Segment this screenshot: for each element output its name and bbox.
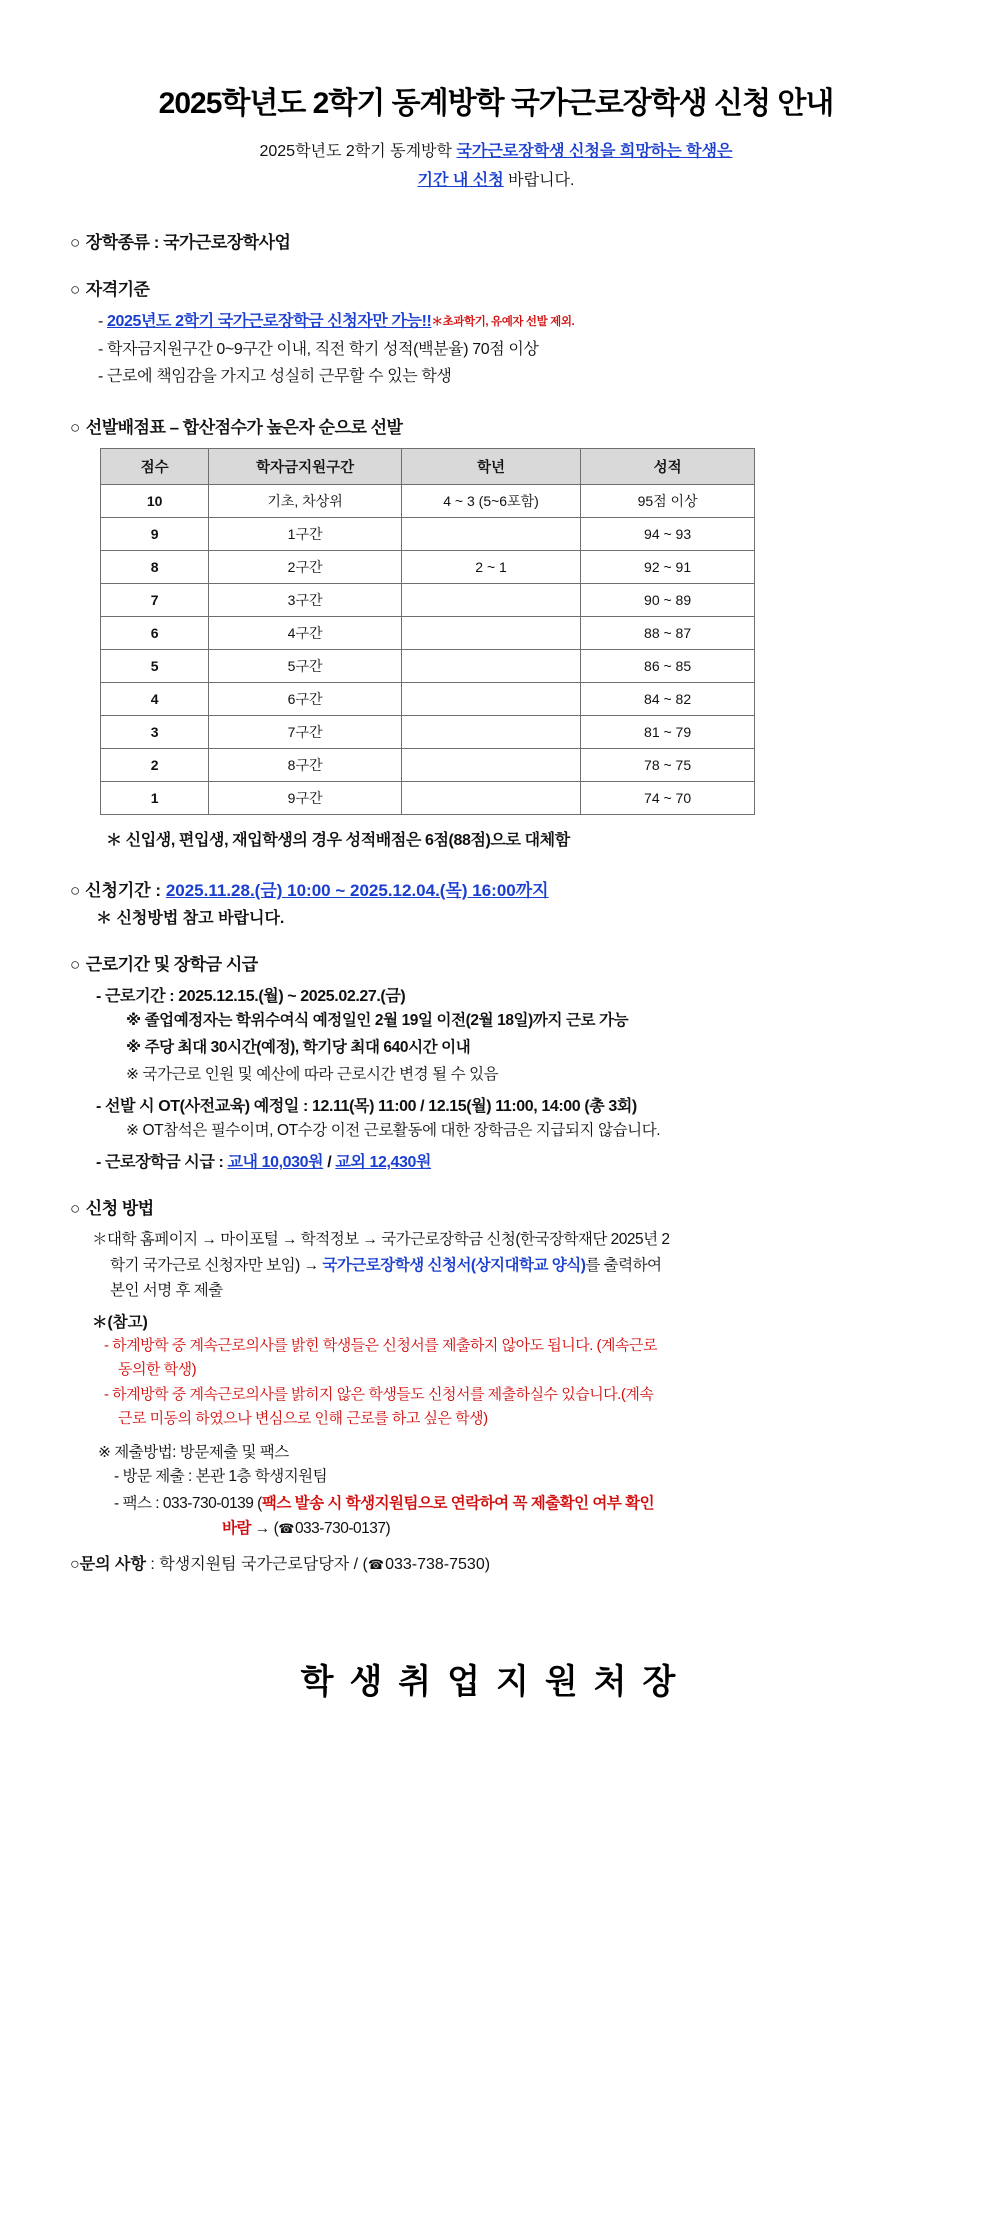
circle-marker-icon: ○	[70, 1199, 80, 1219]
reference-item-1-cont: 동의한 학생)	[118, 1360, 197, 1378]
cell-year	[401, 616, 580, 649]
cell-year: 4 ~ 3 (5~6포함)	[401, 484, 580, 517]
submit-method-visit	[114, 1464, 922, 1489]
cell-year	[401, 748, 580, 781]
dash-marker: -	[104, 1336, 109, 1354]
contact-line	[70, 1551, 922, 1574]
section-heading	[70, 1194, 922, 1219]
ot-label: - 선발 시 OT(사전교육) 예정일 :	[96, 1098, 312, 1116]
dash-marker: -	[98, 340, 103, 358]
circle-marker-icon: ○	[70, 280, 80, 300]
section-heading	[70, 413, 922, 438]
submit-method-fax	[114, 1491, 922, 1541]
cell-gpa: 74 ~ 70	[581, 781, 755, 814]
col-header-gpa: 성적	[581, 448, 755, 484]
section-scholarship-type	[70, 228, 922, 253]
section-heading	[70, 228, 922, 253]
cell-year	[401, 649, 580, 682]
cell-gpa: 78 ~ 75	[581, 748, 755, 781]
circle-marker-icon: ○	[70, 880, 81, 900]
cell-gpa: 81 ~ 79	[581, 715, 755, 748]
apply-period-line	[70, 876, 922, 901]
section-work-period	[70, 950, 922, 1172]
cell-score: 4	[101, 682, 209, 715]
dash-marker: -	[98, 313, 103, 331]
cell-bracket: 3구간	[209, 583, 402, 616]
table-row	[101, 517, 755, 550]
list-item	[96, 363, 922, 391]
subtitle-line2	[70, 167, 922, 194]
hourly-pay-label: - 근로장학금 시급 :	[96, 1154, 228, 1172]
col-header-income-bracket: 학자금지원구간	[209, 448, 402, 484]
cell-bracket: 7구간	[209, 715, 402, 748]
cell-score: 9	[101, 517, 209, 550]
table-row	[101, 550, 755, 583]
work-note-1: ※ 졸업예정자는 학위수여식 예정일인 2월 19일 이전(2월 18일)까지 근로 가능	[126, 1011, 629, 1029]
eligibility-item-1-note: ＊초과학기, 유예자 선발 제외.	[431, 316, 575, 329]
cell-bracket: 8구간	[209, 748, 402, 781]
table-row	[101, 583, 755, 616]
work-note-3: ※ 국가근로 인원 및 예산에 따라 근로시간 변경 될 수 있음	[126, 1066, 499, 1084]
cell-score: 8	[101, 550, 209, 583]
dash-marker: -	[114, 1467, 119, 1485]
cell-bracket: 기초, 차상위	[209, 484, 402, 517]
eligibility-item-3: 근로에 책임감을 가지고 성실히 근무할 수 있는 학생	[106, 368, 452, 386]
cell-year	[401, 781, 580, 814]
contact-value-pre: : 학생지원팀 국가근로담당자 / (	[145, 1556, 368, 1574]
apply-path-star: ＊	[92, 1231, 108, 1249]
section-contact	[70, 1551, 922, 1574]
phone-icon	[368, 1556, 385, 1573]
work-note-2: ※ 주당 최대 30시간(예정), 학기당 최대 640시간 이내	[126, 1039, 471, 1057]
cell-score: 1	[101, 781, 209, 814]
section-heading	[70, 275, 922, 300]
section-apply-period	[70, 876, 922, 928]
cell-year	[401, 517, 580, 550]
cell-bracket: 4구간	[209, 616, 402, 649]
cell-score: 10	[101, 484, 209, 517]
eligibility-label: 자격기준	[85, 280, 150, 300]
fax-label: - 팩스 : 033-730-0139 (	[114, 1494, 262, 1512]
cell-year	[401, 715, 580, 748]
table-row	[101, 781, 755, 814]
reference-item-1	[104, 1334, 922, 1383]
dash-marker: -	[98, 368, 103, 386]
subtitle-lead: 2025학년도 2학기 동계방학	[259, 143, 457, 160]
apply-path-line2	[110, 1253, 922, 1278]
work-period-dates-label: - 근로기간 :	[96, 987, 179, 1005]
score-table-note: ＊ 신입생, 편입생, 재입학생의 경우 성적배점은 6점(88점)으로 대체함	[106, 831, 570, 849]
circle-marker-icon: ○	[70, 233, 80, 253]
subtitle	[70, 138, 922, 194]
cell-bracket: 9구간	[209, 781, 402, 814]
work-period-dates-line	[96, 983, 922, 1006]
apply-period-label: 신청기간 :	[85, 880, 166, 900]
phone-icon	[278, 1520, 295, 1537]
apply-path-line2-pre: 학기 국가근로 신청자만 보임) →	[110, 1256, 323, 1274]
cell-bracket: 6구간	[209, 682, 402, 715]
apply-path	[92, 1227, 922, 1303]
cell-bracket: 1구간	[209, 517, 402, 550]
list-item	[96, 336, 922, 364]
table-row	[101, 616, 755, 649]
table-header-row	[101, 448, 755, 484]
fax-warning-cont	[222, 1516, 922, 1541]
page-title: 2025학년도 2학기 동계방학 국가근로장학생 신청 안내	[158, 87, 834, 120]
score-table-label: 선발배점표 – 합산점수가 높은자 순으로 선발	[85, 417, 403, 437]
submit-method-visit-text: 방문 제출 : 본관 1층 학생지원팀	[122, 1467, 328, 1485]
cell-year	[401, 583, 580, 616]
reference-item-2	[104, 1383, 922, 1432]
cell-gpa: 86 ~ 85	[581, 649, 755, 682]
table-row	[101, 748, 755, 781]
section-eligibility	[70, 275, 922, 391]
hourly-pay-line	[96, 1149, 922, 1172]
scholarship-type-label: 장학종류 : 국가근로장학사업	[85, 233, 291, 253]
issuer-footer: 학생취업지원처장	[300, 1663, 692, 1702]
cell-gpa: 94 ~ 93	[581, 517, 755, 550]
cell-bracket: 2구간	[209, 550, 402, 583]
fax-arrow: → (	[250, 1519, 279, 1537]
hourly-pay-internal: 교내 10,030원	[227, 1154, 324, 1172]
fax-warning-cont-text: 바람	[222, 1519, 251, 1537]
contact-tel: 033-738-7530)	[385, 1556, 491, 1574]
cell-year	[401, 682, 580, 715]
how-to-apply-label: 신청 방법	[85, 1199, 154, 1219]
circle-marker-icon: ○	[70, 954, 80, 974]
apply-period-value: 2025.11.28.(금) 10:00 ~ 2025.12.04.(목) 16:00까지	[165, 880, 549, 900]
list-item	[96, 308, 922, 336]
subtitle-highlight: 국가근로장학생 신청을 희망하는 학생은	[456, 143, 733, 160]
cell-gpa: 95점 이상	[581, 484, 755, 517]
circle-marker-icon: ○	[70, 417, 80, 437]
cell-score: 2	[101, 748, 209, 781]
reference-item-2-text: 하계방학 중 계속근로의사를 밝히지 않은 학생들도 신청서를 제출하실수 있습니다.(계속	[112, 1386, 654, 1404]
table-row	[101, 715, 755, 748]
reference-item-1-text: 하계방학 중 계속근로의사를 밝힌 학생들은 신청서를 제출하지 않아도 됩니다. (계속근로	[112, 1336, 657, 1354]
eligibility-item-1: 2025년도 2학기 국가근로장학금 신청자만 가능!!	[106, 313, 432, 331]
reference-title: ＊(참고)	[92, 1313, 148, 1331]
apply-path-line3: 본인 서명 후 제출	[110, 1282, 223, 1300]
submit-method-heading: ※ 제출방법: 방문제출 및 팩스	[98, 1443, 289, 1461]
col-header-score: 점수	[101, 448, 209, 484]
cell-year: 2 ~ 1	[401, 550, 580, 583]
subtitle-line2-tail: 바랍니다.	[503, 172, 575, 190]
section-heading	[70, 950, 922, 975]
cell-gpa: 84 ~ 82	[581, 682, 755, 715]
cell-bracket: 5구간	[209, 649, 402, 682]
dash-marker: -	[104, 1386, 109, 1404]
cell-gpa: 92 ~ 91	[581, 550, 755, 583]
subtitle-line2-highlight: 기간 내 신청	[417, 172, 504, 190]
selection-score-table	[100, 448, 755, 815]
col-header-grade-year: 학년	[401, 448, 580, 484]
fax-confirm-tel: 033-730-0137)	[294, 1519, 391, 1537]
cell-gpa: 90 ~ 89	[581, 583, 755, 616]
section-how-to-apply	[70, 1194, 922, 1541]
apply-path-line1: 대학 홈페이지 → 마이포털 → 학적정보 → 국가근로장학금 신청(한국장학재단 2025년 2	[107, 1231, 670, 1249]
contact-label: 문의 사항	[79, 1556, 146, 1574]
apply-form-highlight: 국가근로장학생 신청서(상지대학교 양식)	[322, 1256, 586, 1274]
work-period-dates-value: 2025.12.15.(월) ~ 2025.02.27.(금)	[178, 987, 406, 1005]
cell-score: 7	[101, 583, 209, 616]
reference-item-2-cont: 근로 미동의 하였으나 변심으로 인해 근로를 하고 싶은 학생)	[118, 1410, 488, 1428]
table-row	[101, 682, 755, 715]
cell-gpa: 88 ~ 87	[581, 616, 755, 649]
table-row	[101, 649, 755, 682]
cell-score: 3	[101, 715, 209, 748]
fax-warning: 팩스 발송 시 학생지원팀으로 연락하여 꼭 제출확인 여부 확인	[261, 1494, 655, 1512]
cell-score: 5	[101, 649, 209, 682]
hourly-pay-external: 교외 12,430원	[335, 1154, 432, 1172]
ot-note: ※ OT참석은 필수이며, OT수강 이전 근로활동에 대한 장학금은 지급되지 않습니다.	[126, 1122, 661, 1140]
circle-marker-icon: ○	[70, 1556, 80, 1574]
section-score-table	[70, 413, 922, 850]
ot-value: 12.11(목) 11:00 / 12.15(월) 11:00, 14:00 (총 3회)	[311, 1098, 637, 1116]
apply-period-note: ＊ 신청방법 참고 바랍니다.	[96, 909, 285, 927]
cell-score: 6	[101, 616, 209, 649]
eligibility-list	[96, 308, 922, 391]
hourly-pay-separator: /	[323, 1154, 336, 1172]
ot-line	[96, 1093, 922, 1116]
work-period-label: 근로기간 및 장학금 시급	[85, 954, 258, 974]
eligibility-item-2: 학자금지원구간 0~9구간 이내, 직전 학기 성적(백분율) 70점 이상	[106, 340, 539, 358]
table-row	[101, 484, 755, 517]
apply-path-line2-post: 를 출력하여	[585, 1256, 662, 1274]
